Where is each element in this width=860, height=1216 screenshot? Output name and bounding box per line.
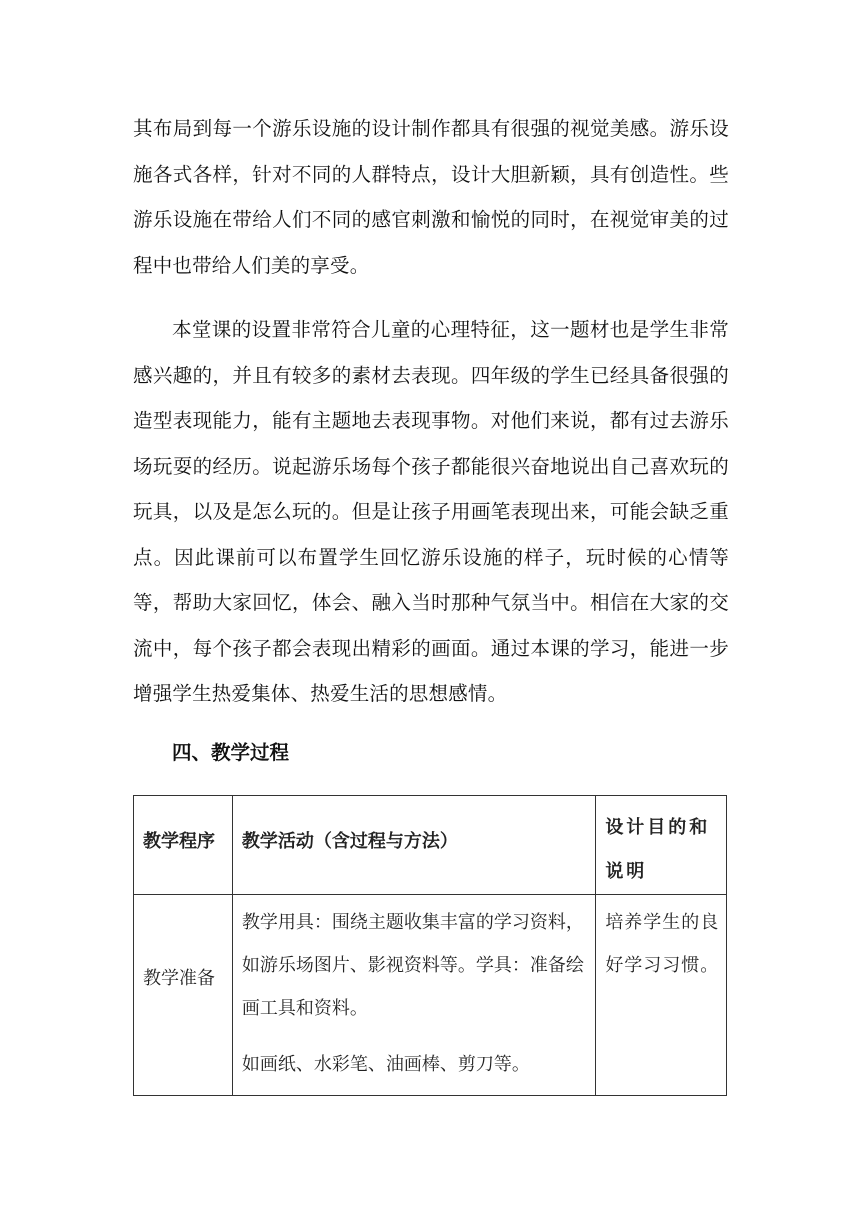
activity-cell — [232, 895, 595, 1096]
purpose-text: 培养学生的良好学习习惯。 — [605, 912, 720, 976]
stage-cell — [134, 895, 233, 1096]
section-heading: 四、教学过程 — [172, 741, 290, 764]
table-row — [134, 895, 727, 1096]
stage-label: 教学准备 — [143, 968, 215, 989]
activity-text-extra: 如画纸、水彩笔、油画棒、剪刀等。 — [241, 1054, 530, 1075]
paragraph-intro: 其布局到每一个游乐设施的设计制作都具有很强的视觉美感。游乐设施各式各样，针对不同的人群特点，设计大胆新颖，具有创造性。些游乐设施在带给人们不同的感官刺激和愉悦的同时，在视觉审美的过程中也带给人们美的享受。 — [133, 117, 729, 277]
header-cell-purpose — [596, 796, 727, 895]
header-purpose-label: 设计目的和说明 — [605, 817, 711, 882]
activity-text: 教学用具：围绕主题收集丰富的学习资料，如游乐场图片、影视资料等。学具：准备绘画工具和资料。 — [241, 912, 584, 1019]
header-cell-stage — [134, 796, 233, 895]
header-cell-activity — [232, 796, 595, 895]
header-stage-label: 教学程序 — [143, 831, 215, 852]
purpose-cell — [596, 895, 727, 1096]
table-header-row — [134, 796, 727, 895]
paragraph-lesson-analysis: 本堂课的设置非常符合儿童的心理特征，这一题材也是学生非常感兴趣的，并且有较多的素材去表现。四年级的学生已经具备很强的造型表现能力，能有主题地去表现事物。对他们来说，都有过去游乐场玩耍的经历。说起游乐场每个孩子都能很兴奋地说出自己喜欢玩的玩具，以及是怎么玩的。但是让孩子用画笔表现出来，可能会缺乏重点。因此课前可以布置学生回忆游乐设施的样子，玩时候的心情等等，帮助大家回忆，体会、融入当时那种气氛当中。相信在大家的交流中，每个孩子都会表现出精彩的画面。通过本课的学习，能进一步增强学生热爱集体、热爱生活的思想感情。 — [133, 318, 729, 705]
header-activity-label: 教学活动（含过程与方法） — [241, 831, 458, 852]
teaching-process-table — [133, 795, 727, 1096]
